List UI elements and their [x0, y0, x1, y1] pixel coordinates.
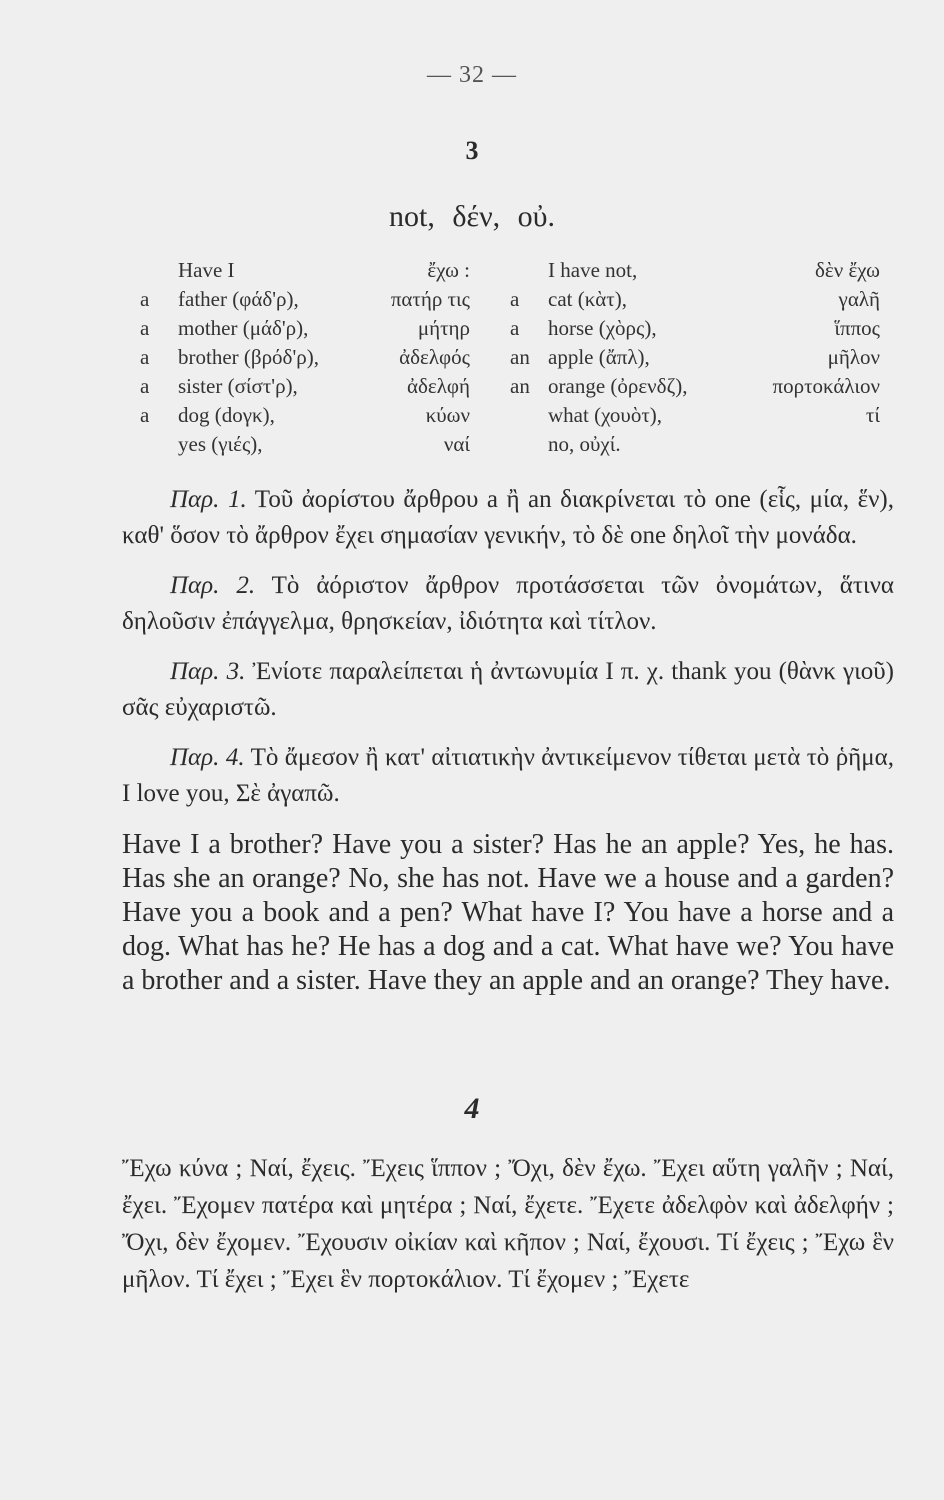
vocab-translation: δὲν ἔχω [815, 258, 880, 282]
vocab-row [140, 372, 470, 401]
vocab-row [140, 314, 470, 343]
vocab-translation: ἀδελφή [407, 374, 470, 398]
vocab-word: sister (σίστ'ρ), [178, 374, 298, 398]
vocab-word: dog (dογκ), [178, 403, 275, 427]
section-heading: not, δέν, οὐ. [389, 200, 555, 233]
vocab-row [510, 430, 880, 459]
vocab-row [510, 314, 880, 343]
vocab-word: father (φάδ'ρ), [178, 287, 299, 311]
note-text: Τοῦ ἀορίστου ἄρθρου a ἢ an διακρίνεται τὸ one (εἷς, μία, ἕν), καθ' ὅσον τὸ ἄρθρον ἔχει σημασίαν γενικήν, τὸ δὲ one δηλοῖ τὴν μονάδα. [122, 486, 894, 549]
vocab-word: cat (κὰτ), [548, 287, 627, 311]
note-label: Παρ. 3. [170, 658, 246, 685]
vocab-translation: ἵππος [834, 316, 880, 340]
vocab-article [510, 256, 548, 285]
vocab-article: an [510, 345, 530, 369]
vocab-translation: ἀδελφός [399, 345, 470, 369]
vocab-translation: μῆλον [827, 345, 880, 369]
vocab-translation: πορτοκάλιον [772, 374, 880, 398]
vocab-row [510, 401, 880, 430]
vocab-article: a [140, 345, 150, 369]
vocab-row [140, 430, 470, 459]
section-number-4: 4 [464, 1092, 480, 1125]
grammar-note [122, 482, 894, 554]
vocab-word: horse (χὸρς), [548, 316, 657, 340]
vocab-row [510, 256, 880, 285]
section-number-3: 3 [465, 136, 479, 165]
vocab-article: a [140, 403, 150, 427]
vocab-article: a [510, 287, 520, 311]
vocab-translation: μήτηρ [417, 316, 470, 340]
vocab-article [140, 256, 178, 285]
vocab-row [140, 401, 470, 430]
vocab-word: I have not, [548, 258, 638, 282]
note-label: Παρ. 2. [170, 572, 256, 599]
vocab-article: a [510, 316, 520, 340]
vocab-word: no, οὐχί. [548, 432, 621, 456]
vocab-word: yes (γιές), [178, 432, 263, 456]
vocab-translation: τί [865, 403, 880, 427]
note-label: Παρ. 4. [170, 744, 245, 771]
vocab-list-left [140, 256, 470, 459]
vocab-word: brother (βρόδ'ρ), [178, 345, 319, 369]
vocab-article: a [140, 374, 150, 398]
vocab-article: a [140, 316, 150, 340]
note-label: Παρ. 1. [170, 486, 247, 513]
vocab-translation: γαλῆ [838, 287, 880, 311]
exercise-greek: Ἔχω κύνα ; Ναί, ἔχεις. Ἔχεις ἵππον ; Ὄχι, δὲν ἔχω. Ἔχει αὕτη γαλῆν ; Ναί, ἔχει. Ἔχομεν πατέρα καὶ μητέρα ; Ναί, ἔχετε. Ἔχετε ἀδελφὸν καὶ ἀδελφήν ; Ὄχι, δὲν ἔχομεν. Ἔχουσιν οἰκίαν καὶ κῆπον ; Ναί, ἔχουσι. Τί ἔχεις ; Ἔχω ἓν μῆλον. Τί ἔχει ; Ἔχει ἓν πορτοκάλιον. Τί ἔχομεν ; Ἔχετε [122, 1155, 894, 1293]
vocab-word: mother (μάδ'ρ), [178, 316, 309, 340]
vocab-word: Have I [178, 258, 235, 282]
vocab-row [140, 285, 470, 314]
vocab-translation: ναί [443, 432, 470, 456]
vocab-translation: ἔχω : [427, 258, 470, 282]
vocab-row [510, 343, 880, 372]
vocab-list-right [510, 256, 880, 459]
vocab-article: a [140, 287, 150, 311]
note-text: Τὸ ἀόριστον ἄρθρον προτάσσεται τῶν ὀνομάτων, ἅτινα δηλοῦσιν ἐπάγγελμα, θρησκείαν, ἰδιότητα καὶ τίτλον. [122, 572, 894, 635]
vocab-word: apple (ἄπλ), [548, 345, 650, 369]
vocab-row [140, 256, 470, 285]
grammar-notes [122, 482, 894, 826]
vocab-row [510, 372, 880, 401]
vocab-row [510, 285, 880, 314]
grammar-note [122, 740, 894, 812]
vocab-article: an [510, 374, 530, 398]
grammar-note [122, 654, 894, 726]
vocab-word: orange (ὀρενδζ), [548, 374, 688, 398]
note-text: Τὸ ἄμεσον ἢ κατ' αἰτιατικὴν ἀντικείμενον τίθεται μετὰ τὸ ῥῆμα, I love you, Σὲ ἀγαπῶ. [122, 744, 894, 807]
vocab-translation: κύων [425, 403, 470, 427]
vocab-translation: πατήρ τις [390, 287, 470, 311]
grammar-note [122, 568, 894, 640]
vocab-article [140, 430, 178, 459]
vocab-article [510, 430, 548, 459]
vocab-row [140, 343, 470, 372]
vocab-article [510, 401, 548, 430]
exercise-english: Have I a brother? Have you a sister? Has he an apple? Yes, he has. Has she an orange? No, she has not. Have we a house and a garden? Have you a book and a pen? What have I? You have a horse and a dog. What has he? He has a dog and a cat. What have we? You have a brother and a sister. Have they an apple and an orange? They have. [122, 829, 894, 996]
page-number: — 32 — [427, 62, 517, 88]
vocab-word: what (χουὸτ), [548, 403, 663, 427]
note-text: Ἐνίοτε παραλείπεται ἡ ἀντωνυμία I π. χ. thank you (θὰνκ γιοῦ) σᾶς εὐχαριστῶ. [122, 658, 895, 721]
